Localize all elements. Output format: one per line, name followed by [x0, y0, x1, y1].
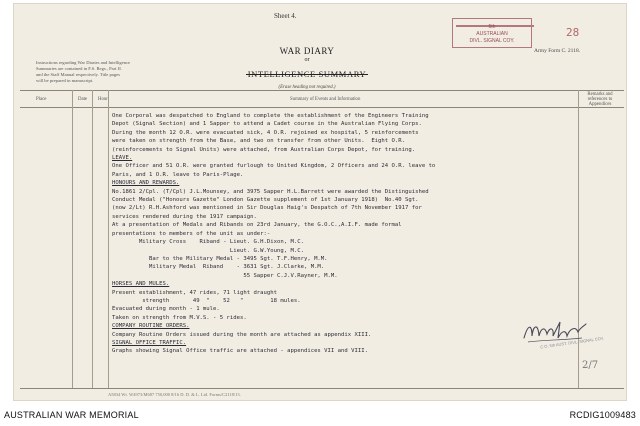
entry-line: One Officer and 51 O.R. were granted furlough to United Kingdom, 2 Officers and 24 O.R. leave to [112, 163, 436, 170]
unit-stamp [452, 18, 532, 48]
entry-line: One Corporal was despatched to England to complete the establishment of the Engineers Training [112, 113, 429, 119]
entry-line: (now 2/Lt) R.H.Ashford was mentioned in Sir Douglas Haig's Despatch of 7th November 1917 for [112, 205, 422, 212]
title-or: or [304, 57, 310, 63]
award-line: Military Medal Riband - 3631 Sgt. J.Clarke, M.M. [112, 264, 325, 271]
entry-line: Present establishment, 47 rides, 71 light draught [112, 289, 278, 296]
instructions-line: Summaries are contained in F.S. Regs., Part II. [36, 66, 122, 71]
entry-line: Graphs showing Signal Office traffic are attached - appendices VII and VIII. [112, 348, 368, 355]
heading-horses: HORSES AND MULES. [112, 281, 170, 288]
stamp-line: 5th [488, 24, 496, 30]
printer-imprint: A5834 Wt. W4973/M687 750,000 8/16 D. D. & L. Ltd. Forms/C2118/13. [108, 392, 241, 397]
col-summary: Summary of Events and Information [290, 97, 361, 102]
col-place: Place [36, 97, 47, 102]
heading-signal-traffic: SIGNAL OFFICE TRAFFIC. [112, 339, 187, 346]
title-intelligence-summary: INTELLIGENCE SUMMARY [247, 69, 367, 79]
page-mark: 2/7 [582, 360, 599, 371]
stamp-line: DIVL. SIGNAL COY. [469, 38, 515, 44]
sheet-number: Sheet 4. [274, 12, 297, 20]
summary-body [112, 112, 582, 356]
entry-line: During the month 12 O.R. were evacuated sick, 4 O.R. rejoined ex hospital, 5 reinforcements [112, 129, 419, 136]
entry-line: At a presentation of Medals and Ribands on 23rd January, the G.O.C.,A.I.F. made formal [112, 222, 402, 229]
entry-line: services rendered during the 1917 campaign. [112, 213, 257, 220]
col-date: Date [78, 97, 88, 102]
column-divider [72, 90, 73, 388]
signature-image [520, 316, 590, 358]
instructions-line: and the Staff Manual respectively. Title pages [36, 72, 120, 77]
instructions-note [36, 60, 172, 84]
entry-line: No.1861 2/Cpl. (T/Cpl) J.L.Mounsey, and 3975 Sapper H.L.Barrett were awarded the Distinguished [112, 188, 429, 195]
archive-caption: AUSTRALIAN WAR MEMORIAL [4, 410, 139, 420]
col-hour: Hour [98, 97, 108, 102]
document-title [232, 46, 382, 90]
entry-line: Company Routine Orders issued during the month are attached as appendix XIII. [112, 331, 372, 338]
entry-line: Evacuated during month - 1 mule. [112, 306, 220, 313]
army-form-label: Army Form C. 2118. [534, 48, 581, 54]
column-header-row [20, 90, 624, 108]
title-war-diary: WAR DIARY [279, 46, 335, 56]
stamp-line: AUSTRALIAN [476, 31, 508, 37]
award-line: 55 Sapper C.J.V.Rayner, M.M. [112, 272, 338, 279]
heading-honours: HONOURS AND REWARDS. [112, 180, 180, 187]
instructions-line: will be prepared in manuscript. [36, 78, 94, 83]
entry-line: Paris, and 1 O.R. leave to Paris-Plage. [112, 171, 244, 178]
entry-line: Taken on strength from M.V.S. - 5 rides. [112, 314, 247, 321]
heading-leave: LEAVE. [112, 155, 133, 162]
column-divider [92, 90, 93, 388]
instructions-line: Instructions regarding War Diaries and Intelligence [36, 60, 131, 65]
entry-line: presentations to members of the unit as under:- [112, 230, 271, 237]
signature-stamp: C.O. 5th AUST. DIVL. SIGNAL COY. [539, 335, 605, 350]
entry-line: Depot (Signal Section) and 1 Sapper to attend a Cadet course in the Australian Flying Corps. [112, 121, 422, 128]
column-divider [108, 90, 109, 388]
award-line: Bar to the Military Medal - 3495 Sgt. T.F.Henry, M.M. [112, 255, 328, 262]
form-bottom-rule [20, 388, 624, 389]
entry-line: were taken on strength from the Base, and two on transfer from other Units. Eight O.R. [112, 138, 405, 145]
award-line: Military Cross Riband - Lieut. G.H.Dixon, M.C. [112, 239, 304, 246]
heading-routine-orders: COMPANY ROUTINE ORDERS. [112, 323, 190, 330]
form-number: 28 [566, 26, 580, 39]
award-line: Lieut. G.W.Young, M.C. [112, 247, 304, 254]
archive-record-id: RCDIG1009483 [569, 410, 636, 420]
entry-line: (reinforcements to Signal Units) were attached, from Australian Corps Depot, for training. [112, 146, 416, 153]
entry-line: strength 49 " 52 " 18 mules. [112, 297, 301, 304]
col-remarks: Remarks and references to Appendices [587, 92, 613, 107]
entry-line: Conduct Medal ("Honours Gazette" London Gazette supplement of 1st January 1918) No.40 Sgt. [112, 197, 419, 204]
title-note: (Erase heading not required.) [278, 85, 336, 90]
